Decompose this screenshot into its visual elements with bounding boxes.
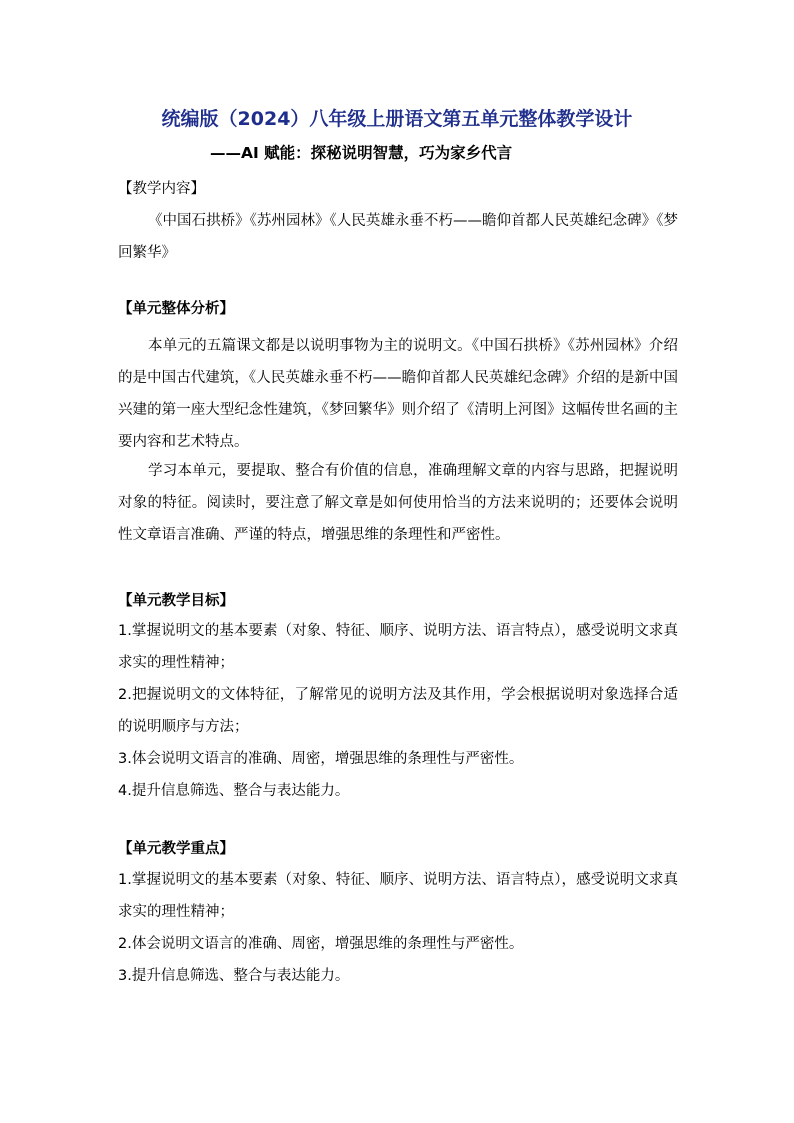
document-subtitle: ——AI 赋能：探秘说明智慧，巧为家乡代言 [210, 144, 513, 162]
analysis-paragraph-1: 本单元的五篇课文都是以说明事物为主的说明文。《中国石拱桥》《苏州园林》介绍的是中国古代建筑，《人民英雄永垂不朽——瞻仰首都人民英雄纪念碑》介绍的是新中国兴建的第一座大型纪念性建筑，《梦回繁华》则介绍了《清明上河图》这幅传世名画的主要内容和艺术特点。 [118, 338, 678, 450]
section-heading-focus: 【单元教学重点】 [118, 841, 234, 857]
focus-item: 3.提升信息筛选、整合与表达能力。 [118, 968, 350, 984]
goal-item: 3.体会说明文语言的准确、周密，增强思维的条理性与严密性。 [118, 751, 524, 767]
focus-list [118, 864, 678, 992]
focus-item: 2.体会说明文语言的准确、周密，增强思维的条理性与严密性。 [118, 936, 524, 952]
analysis-paragraph-2: 学习本单元，要提取、整合有价值的信息，准确理解文章的内容与思路，把握说明对象的特征。阅读时，要注意了解文章是如何使用恰当的方法来说明的；还要体会说明性文章语言准确、严谨的特点，增强思维的条理性和严密性。 [118, 463, 678, 543]
goal-item: 1.掌握说明文的基本要素（对象、特征、顺序、说明方法、语言特点），感受说明文求真求实的理性精神； [118, 623, 678, 671]
document-title: 统编版（2024）八年级上册语文第五单元整体教学设计 [161, 108, 633, 130]
focus-item: 1.掌握说明文的基本要素（对象、特征、顺序、说明方法、语言特点），感受说明文求真求实的理性精神； [118, 872, 678, 920]
goals-list [118, 615, 678, 807]
goal-item: 4.提升信息筛选、整合与表达能力。 [118, 783, 350, 799]
content-paragraph: 《中国石拱桥》《苏州园林》《人民英雄永垂不朽——瞻仰首都人民英雄纪念碑》《梦回繁华》 [118, 213, 678, 261]
section-heading-goals: 【单元教学目标】 [118, 593, 234, 609]
goal-item: 2.把握说明文的文体特征，了解常见的说明方法及其作用，学会根据说明对象选择合适的说明顺序与方法； [118, 687, 678, 735]
section-heading-content: 【教学内容】 [118, 181, 205, 197]
section-heading-analysis: 【单元整体分析】 [118, 301, 234, 317]
